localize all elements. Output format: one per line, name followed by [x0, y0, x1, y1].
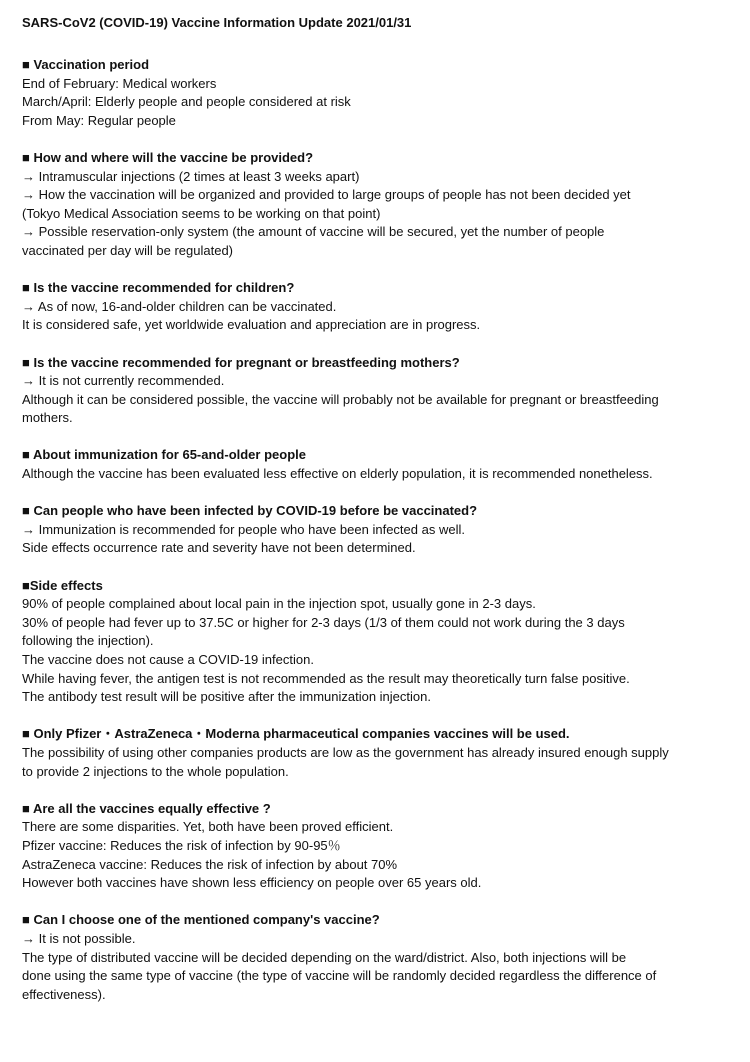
section-elderly [22, 446, 730, 483]
section-heading: ■ Can I choose one of the mentioned company's vaccine? [22, 912, 380, 928]
section-vaccination-period [22, 56, 730, 130]
section-line: → Possible reservation-only system (the amount of vaccine will be secured, yet the number of people [22, 224, 605, 240]
section-children [22, 279, 730, 335]
section-line: vaccinated per day will be regulated) [22, 242, 234, 258]
section-vaccine-companies [22, 725, 730, 781]
section-line: From May: Regular people [22, 112, 176, 128]
section-heading: ■ Vaccination period [22, 57, 150, 72]
section-heading: ■ Only Pfizer・AstraZeneca・Moderna pharmaceutical companies vaccines will be used. [22, 726, 570, 742]
section-line: Although it can be considered possible, the vaccine will probably not be available for pregnant or breastfeeding [22, 391, 659, 407]
section-line: → Immunization is recommended for people who have been infected as well. [22, 521, 465, 537]
section-line: → How the vaccination will be organized and provided to large groups of people has not been decided yet [22, 187, 631, 203]
document-title: SARS-CoV2 (COVID-19) Vaccine Information Update 2021/01/31 [22, 15, 412, 30]
section-line: The antibody test result will be positive after the immunization injection. [22, 689, 431, 705]
section-heading: ■ Can people who have been infected by COVID-19 before be vaccinated? [22, 503, 478, 519]
section-line: done using the same type of vaccine (the type of vaccine will be randomly decided regardless the difference of [22, 968, 657, 984]
section-heading: ■ About immunization for 65-and-older people [22, 447, 306, 463]
section-pregnant-mothers [22, 354, 730, 428]
section-line: End of February: Medical workers [22, 75, 217, 91]
section-line: (Tokyo Medical Association seems to be working on that point) [22, 205, 381, 221]
section-line: following the injection). [22, 633, 154, 649]
section-heading: ■Side effects [22, 577, 103, 593]
section-line: → It is not currently recommended. [22, 373, 225, 389]
section-line: AstraZeneca vaccine: Reduces the risk of infection by about 70% [22, 856, 398, 872]
section-line: Pfizer vaccine: Reduces the risk of infection by 90-95％ [22, 837, 341, 853]
section-how-and-where [22, 149, 730, 261]
section-line: It is considered safe, yet worldwide evaluation and appreciation are in progress. [22, 317, 481, 333]
section-choose-vaccine [22, 911, 730, 1004]
section-line: However both vaccines have shown less efficiency on people over 65 years old. [22, 875, 482, 891]
section-line: → It is not possible. [22, 930, 136, 946]
section-line: → Intramuscular injections (2 times at least 3 weeks apart) [22, 168, 360, 184]
section-line: 90% of people complained about local pain in the injection spot, usually gone in 2-3 days. [22, 596, 536, 612]
section-heading: ■ Is the vaccine recommended for pregnant or breastfeeding mothers? [22, 354, 460, 370]
section-heading: ■ Is the vaccine recommended for children? [22, 280, 295, 296]
section-side-effects [22, 577, 730, 707]
section-line: → As of now, 16-and-older children can be vaccinated. [22, 298, 337, 314]
section-effectiveness [22, 800, 730, 893]
section-line: Side effects occurrence rate and severity have not been determined. [22, 540, 416, 556]
section-line: While having fever, the antigen test is not recommended as the result may theoretically turn false positive. [22, 670, 630, 686]
section-line: 30% of people had fever up to 37.5C or higher for 2-3 days (1/3 of them could not work during the 3 days [22, 614, 625, 630]
section-line: effectiveness). [22, 986, 106, 1002]
section-line: March/April: Elderly people and people considered at risk [22, 94, 351, 110]
section-previously-infected [22, 502, 730, 558]
section-line: Although the vaccine has been evaluated less effective on elderly population, it is recommended nonetheless. [22, 466, 653, 482]
section-line: mothers. [22, 410, 73, 426]
section-heading: ■ Are all the vaccines equally effective ? [22, 800, 271, 816]
section-line: The type of distributed vaccine will be decided depending on the ward/district. Also, both injections will be [22, 949, 627, 965]
section-line: The vaccine does not cause a COVID-19 infection. [22, 652, 314, 667]
section-heading: ■ How and where will the vaccine be provided? [22, 149, 314, 165]
section-line: There are some disparities. Yet, both have been proved efficient. [22, 819, 394, 835]
section-line: to provide 2 injections to the whole population. [22, 763, 289, 779]
section-line: The possibility of using other companies products are low as the government has already insured enough supply [22, 744, 669, 760]
